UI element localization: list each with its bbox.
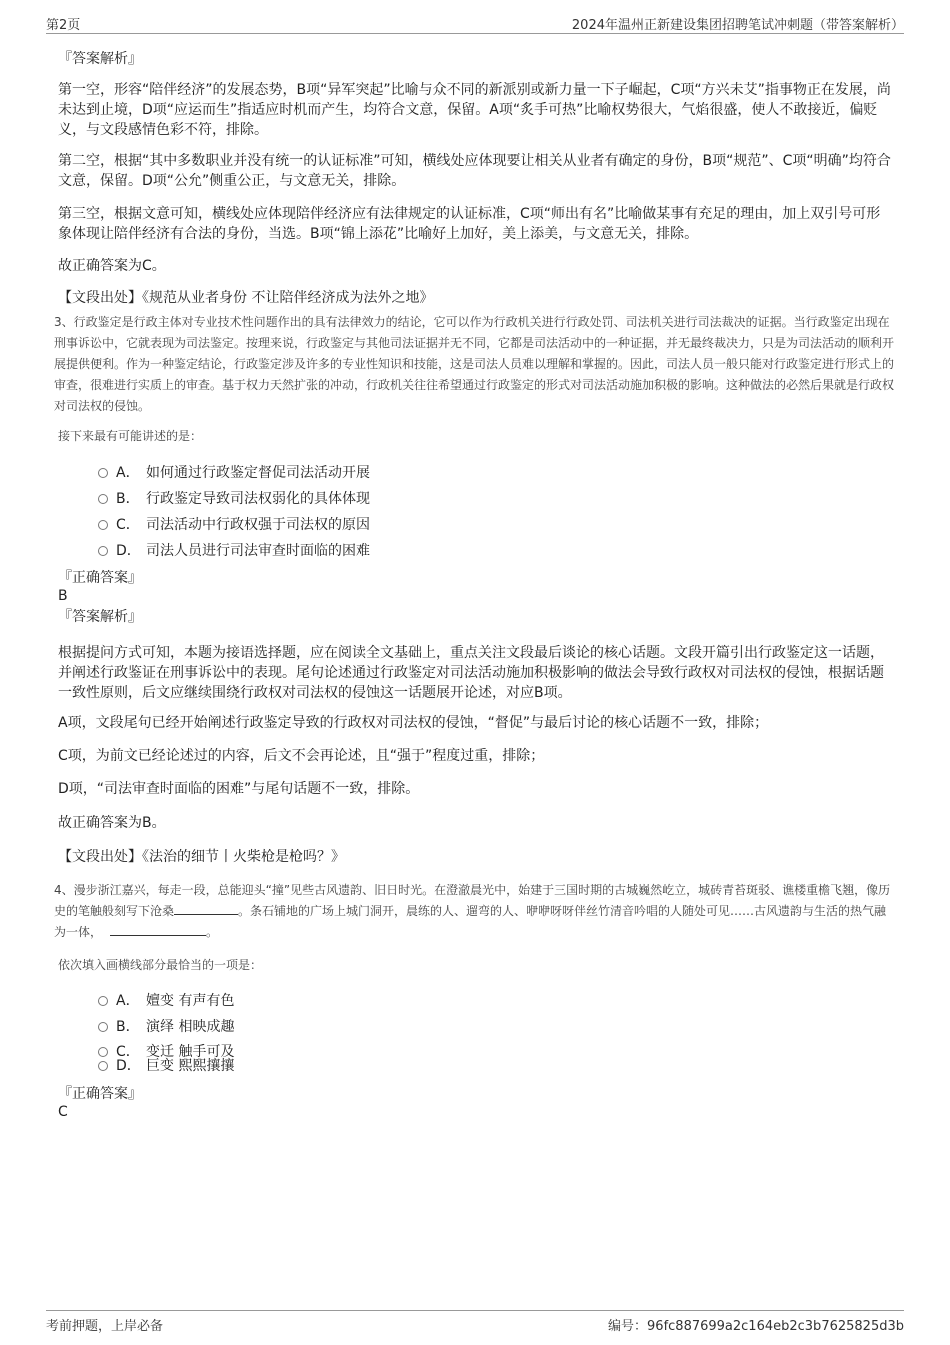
- page-footer: [46, 1310, 904, 1333]
- radio-icon[interactable]: [98, 520, 108, 530]
- radio-icon[interactable]: [98, 996, 108, 1006]
- option-letter: C．: [116, 1044, 140, 1060]
- q2-source: 【文段出处】《规范从业者身份 不让陪伴经济成为法外之地》: [58, 290, 434, 306]
- option-text: 行政鉴定导致司法权弱化的具体体现: [146, 491, 370, 507]
- option-text: 巨变 熙熙攘攘: [146, 1058, 235, 1074]
- q4-answer-label: 『正确答案』: [58, 1086, 142, 1102]
- q4-option-a[interactable]: [98, 992, 234, 1010]
- q3-option-c[interactable]: [98, 516, 370, 534]
- option-text: 如何通过行政鉴定督促司法活动开展: [146, 465, 370, 481]
- option-text: 演绎 相映成趣: [146, 1019, 235, 1035]
- option-text: 变迁 触手可及: [146, 1044, 235, 1060]
- radio-icon[interactable]: [98, 1061, 108, 1071]
- document-id: 编号：96fc887699a2c164eb2c3b7625825d3b: [608, 1319, 904, 1334]
- option-letter: A．: [116, 465, 140, 481]
- document-title: 2024年温州正新建设集团招聘笔试冲刺题（带答案解析）: [571, 18, 904, 33]
- option-text: 司法人员进行司法审查时面临的困难: [146, 543, 370, 559]
- option-letter: B．: [116, 491, 140, 507]
- q3-option-b[interactable]: [98, 490, 370, 508]
- q2-analysis-p2: 第二空，根据“其中多数职业并没有统一的认证标准”可知，横线处应体现要让相关从业者有确定的身份，B项“规范”、C项“明确”均符合文意，保留。D项“公允”侧重公正，与文意无关，排除。: [58, 153, 891, 189]
- q4-stem: 依次填入画横线部分最恰当的一项是：: [58, 958, 263, 972]
- q4-passage: [54, 880, 894, 943]
- q3-stem: 接下来最有可能讲述的是：: [58, 429, 203, 443]
- q4-option-d[interactable]: [98, 1057, 234, 1075]
- q4-passage-part-2: 。条石铺地的广场上城门洞开，晨练的人、遛弯的人、咿咿呀呀伴丝竹清音吟唱的人随处可见……古风遗韵与生活的热气融为一体，: [54, 904, 887, 939]
- q3-conclusion: 故正确答案为B。: [58, 815, 166, 831]
- option-letter: D．: [116, 1058, 141, 1074]
- option-letter: D．: [116, 543, 141, 559]
- page-header: [46, 11, 904, 34]
- q3-option-d[interactable]: [98, 542, 370, 560]
- q4-answer: C: [58, 1104, 68, 1120]
- q3-answer-label: 『正确答案』: [58, 570, 142, 586]
- q4-option-b[interactable]: [98, 1018, 234, 1036]
- q3-analysis-label: 『答案解析』: [58, 609, 142, 625]
- q2-analysis-p1: 第一空，形容“陪伴经济”的发展态势，B项“异军突起”比喻与众不同的新派别或新力量一下子崛起，C项“方兴未艾”指事物正在发展，尚未达到止境，D项“应运而生”指适应时机而产生，均符合文意，保留。A项“炙手可热”比喻权势很大，气焰很盛，使人不敢接近，偏贬义，与文段感情色彩不符，排除。: [58, 82, 891, 138]
- q4-passage-part-3: 。: [206, 925, 219, 939]
- option-letter: C．: [116, 517, 140, 533]
- page-number: 第2页: [46, 18, 81, 33]
- q4-blank-1: [174, 902, 238, 915]
- q3-analysis-p1: 根据提问方式可知，本题为接语选择题，应在阅读全文基础上，重点关注文段最后谈论的核心话题。文段开篇引出行政鉴定这一话题，并阐述行政鉴证在刑事诉讼中的表现。尾句论述通过行政鉴定对司法活动施加积极影响的做法会导致行政权对司法权的侵蚀，根据话题一致性原则，后文应继续围绕行政权对司法权的侵蚀这一话题展开论述，对应B项。: [58, 645, 884, 701]
- radio-icon[interactable]: [98, 468, 108, 478]
- q3-answer: B: [58, 588, 68, 604]
- q3-option-a[interactable]: [98, 464, 370, 482]
- q3-analysis-p3: C项，为前文已经论述过的内容，后文不会再论述，且“强于”程度过重，排除；: [58, 748, 545, 764]
- q4-blank-2: [110, 923, 206, 936]
- q2-conclusion: 故正确答案为C。: [58, 258, 166, 274]
- q2-analysis-p3: 第三空，根据文意可知，横线处应体现陪伴经济应有法律规定的认证标准，C项“师出有名”比喻做某事有充足的理由，加上双引号可形象体现让陪伴经济有合法的身份，当选。B项“锦上添花”比喻好上加好，美上添美，与文意无关，排除。: [58, 206, 881, 242]
- footer-slogan: 考前押题，上岸必备: [46, 1319, 164, 1334]
- radio-icon[interactable]: [98, 1022, 108, 1032]
- q3-analysis-p4: D项，“司法审查时面临的困难”与尾句话题不一致，排除。: [58, 781, 420, 797]
- radio-icon[interactable]: [98, 546, 108, 556]
- q3-passage: 3、行政鉴定是行政主体对专业技术性问题作出的具有法律效力的结论，它可以作为行政机关进行行政处罚、司法机关进行司法裁决的证据。当行政鉴定出现在刑事诉讼中，它就表现为司法鉴定。按理来说，行政鉴定与其他司法证据并无不同，它都是司法活动中的一种证据，并无最终裁决力，只是为司法活动的顺利开展提供便利。作为一种鉴定结论，行政鉴定涉及许多的专业性知识和技能，这是司法人员难以理解和掌握的。因此，司法人员一般只能对行政鉴定进行形式上的审查，很难进行实质上的审查。基于权力天然扩张的冲动，行政机关往往希望通过行政鉴定的形式对司法活动施加积极的影响。这种做法的必然后果就是行政权对司法权的侵蚀。: [54, 315, 895, 413]
- option-letter: B．: [116, 1019, 140, 1035]
- radio-icon[interactable]: [98, 494, 108, 504]
- option-text: 司法活动中行政权强于司法权的原因: [146, 517, 370, 533]
- q4-passage-part-1: 4、漫步浙江嘉兴，每走一段，总能迎头“撞”见些古风遗韵、旧日时光。在澄澈晨光中，始建于三国时期的古城巍然屹立，城砖青苔斑驳、谯楼重檐飞翘，像历史的笔触般刻写下沧桑: [54, 883, 891, 918]
- q2-analysis-label: 『答案解析』: [58, 51, 142, 67]
- option-text: 嬗变 有声有色: [146, 993, 235, 1009]
- option-letter: A．: [116, 993, 140, 1009]
- q3-source: 【文段出处】《法治的细节丨火柴枪是枪吗？》: [58, 849, 345, 865]
- q3-analysis-p2: A项，文段尾句已经开始阐述行政鉴定导致的行政权对司法权的侵蚀，“督促”与最后讨论的核心话题不一致，排除；: [58, 715, 769, 731]
- radio-icon[interactable]: [98, 1047, 108, 1057]
